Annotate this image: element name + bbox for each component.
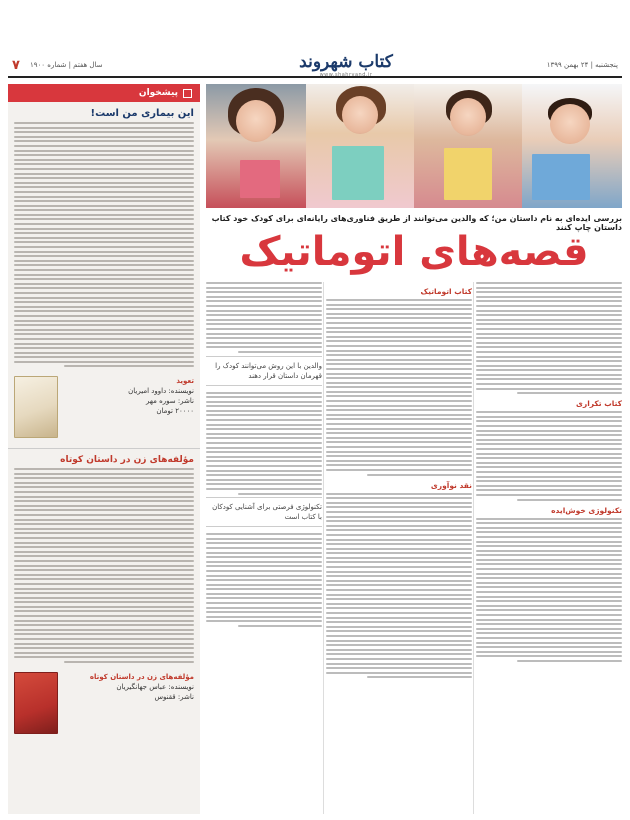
sidebar-section-label: پیشخوان	[138, 88, 178, 98]
text-lines	[206, 533, 322, 627]
text-lines	[476, 282, 622, 394]
issue-date: پنجشنبه | ۲۴ بهمن ۱۳۹۹	[546, 61, 618, 69]
text-lines	[326, 493, 472, 679]
article-column-3	[206, 282, 322, 814]
text-lines	[476, 411, 622, 500]
text-lines	[8, 468, 200, 663]
book-publisher-1: ناشر: سوره مهر	[146, 397, 194, 406]
book-info-2	[64, 672, 194, 734]
photo-panel-girl-1	[206, 84, 306, 208]
section-square-icon	[183, 89, 192, 98]
book-author-1: نویسنده: داوود امیریان	[128, 387, 194, 396]
text-lines	[476, 518, 622, 662]
book-title-2: مؤلفه‌های زن در داستان کوتاه	[89, 672, 194, 681]
book-cover-image-2	[14, 672, 58, 734]
article-column-1	[476, 282, 622, 814]
text-lines	[206, 392, 322, 495]
text-lines	[206, 282, 322, 353]
text-lines	[326, 299, 472, 476]
book-publisher-2: ناشر: ققنوس	[154, 692, 194, 701]
masthead	[8, 52, 622, 78]
page-number: ۷	[12, 58, 20, 73]
article-body	[206, 282, 622, 814]
article-column-2	[326, 282, 472, 814]
photo-panel-girl-3	[414, 84, 522, 208]
sidebar-showcase	[8, 84, 200, 814]
book-card-2	[8, 666, 200, 740]
children-with-books-photo	[206, 84, 622, 208]
text-lines	[8, 122, 200, 367]
photo-panel-boy	[522, 84, 622, 208]
logo-title: کتاب شهروند	[299, 52, 393, 72]
pull-quote-2: تکنولوژی فرصتی برای آشنایی کودکان با کتاب است	[206, 497, 322, 527]
book-author-2: نویسنده: عباس جهانگیریان	[116, 682, 194, 691]
article-headline: قصه‌های اتوماتیک	[239, 229, 589, 275]
book-card-1	[8, 370, 200, 444]
sidebar-header	[8, 84, 200, 102]
book-cover-image-1	[14, 376, 58, 438]
book-info-1	[64, 376, 194, 438]
logo-url: www.shahrvand.ir	[319, 72, 373, 78]
section-title-2: تکنولوژی خوش‌ایده	[551, 505, 622, 515]
newspaper-logo	[298, 52, 394, 78]
section-title-3: نقد نوآوری	[430, 480, 472, 490]
section-title-1: کتاب تکراری	[576, 399, 622, 409]
book-price-1: ۲۰۰۰۰ تومان	[156, 407, 194, 416]
article-subhead: بررسی ایده‌ای به نام داستان من؛ که والدین می‌توانند از طریق فناوری‌های رایانه‌ای برای کودک خود کتاب داستان چاپ کنند	[211, 214, 622, 232]
sidebar-section-2-title: مؤلفه‌های زن در داستان کوتاه	[8, 448, 200, 468]
book-title-1: تعویذ	[176, 377, 194, 386]
sidebar-article-title: این بیماری من است!	[90, 108, 194, 119]
issue-info: سال هفتم | شماره ۱۹۰۰	[30, 61, 103, 69]
photo-panel-girl-2	[306, 84, 414, 208]
pull-quote-1: والدین با این روش می‌توانند کودک را قهرمان داستان قرار دهند	[206, 356, 322, 386]
section-title-0: کتاب اتوماتیک	[420, 287, 472, 296]
